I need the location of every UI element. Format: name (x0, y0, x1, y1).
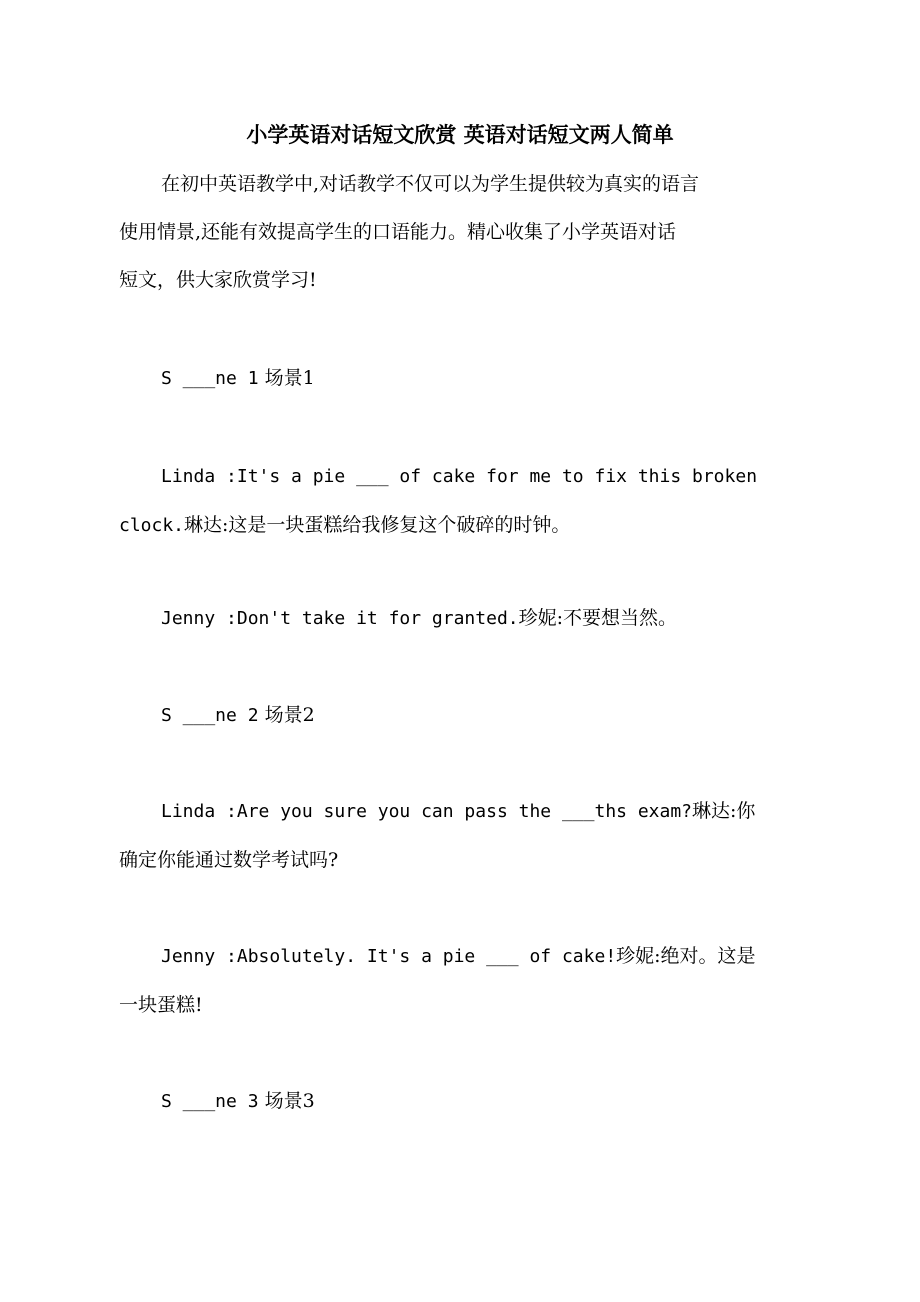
scene-2-heading-cjk: 场景2 (264, 704, 315, 726)
intro-line: 在初中英语教学中,对话教学不仅可以为学生提供较为真实的语言 (161, 173, 700, 195)
jenny-text: Jenny :Don't take it for granted.珍妮:不要想当然。 (161, 607, 678, 629)
linda-text-continued: 确定你能通过数学考试吗? (119, 849, 339, 871)
scene-1-heading-cjk: 场景1 (264, 367, 315, 389)
scene-2-heading (161, 700, 315, 731)
scene-1-heading (161, 363, 315, 394)
scene-2-heading-latin: S ___ne 2 (161, 705, 259, 726)
linda-text: Linda :Are you sure you can pass the ___ths exam?琳达:你 (161, 800, 756, 822)
jenny-text-continued: 一块蛋糕! (119, 994, 203, 1016)
scene-3-heading (161, 1086, 315, 1117)
scene-1-linda-line (119, 453, 780, 550)
scene-2-jenny-line (119, 932, 780, 1029)
intro-line: 使用情景,还能有效提高学生的口语能力。精心收集了小学英语对话 (119, 221, 677, 243)
scene-3-heading-latin: S ___ne 3 (161, 1091, 259, 1112)
intro-line: 短文，供大家欣赏学习! (119, 269, 317, 291)
scene-2-linda-line (119, 787, 780, 884)
linda-text-continued: clock.琳达:这是一块蛋糕给我修复这个破碎的时钟。 (119, 514, 571, 536)
jenny-text: Jenny :Absolutely. It's a pie ___ of cake!珍妮:绝对。这是 (161, 945, 756, 967)
scene-3-heading-cjk: 场景3 (264, 1090, 315, 1112)
scene-1-jenny-line (140, 594, 780, 643)
scene-1-heading-latin: S ___ne 1 (161, 368, 259, 389)
linda-text: Linda :It's a pie ___ of cake for me to fix this broken (161, 466, 758, 487)
intro-paragraph (119, 160, 780, 304)
document-title: 小学英语对话短文欣赏 英语对话短文两人简单 (246, 122, 674, 147)
